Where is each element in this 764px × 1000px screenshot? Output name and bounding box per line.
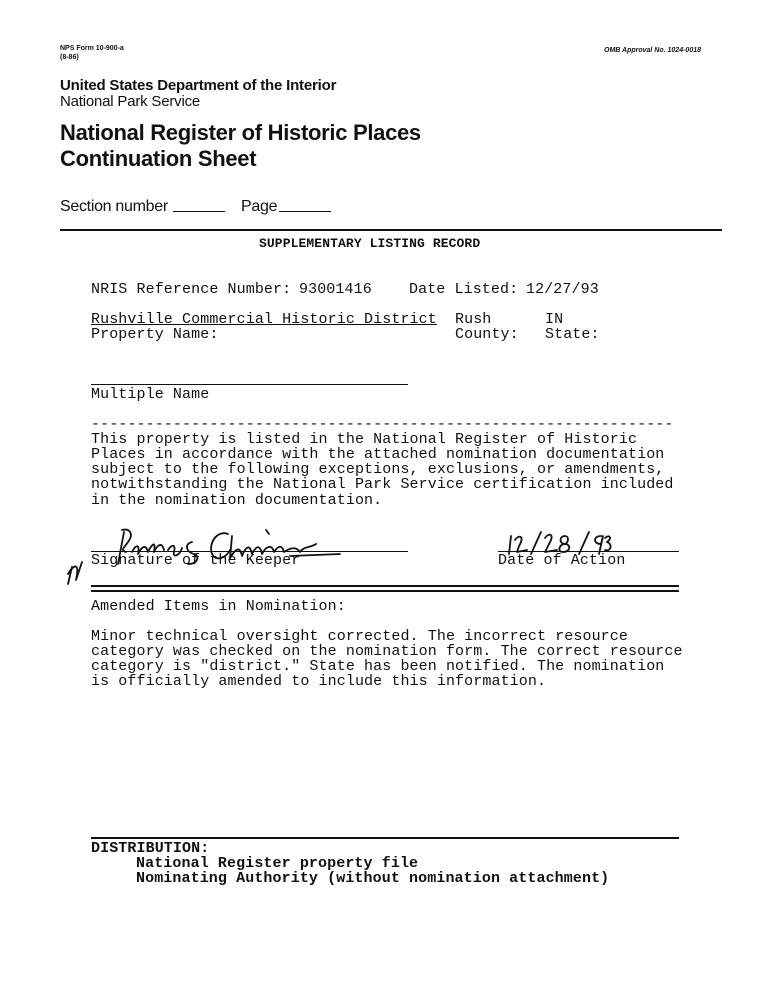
- certification-line: notwithstanding the National Park Service certification included: [91, 476, 674, 493]
- amended-line: category is "district." State has been notified. The nomination: [91, 658, 665, 675]
- omb-approval: OMB Approval No. 1024-0018: [604, 47, 701, 54]
- signature-label: Signature of the Keeper: [91, 552, 301, 569]
- property-name-value: Rushville Commercial Historic District: [91, 311, 437, 328]
- header-rule: [60, 229, 722, 231]
- state-label: State:: [545, 326, 600, 343]
- date-of-action-label: Date of Action: [498, 552, 626, 569]
- page-subtitle: Continuation Sheet: [60, 146, 257, 171]
- double-rule-top: [91, 585, 679, 587]
- dashed-divider: ----------------------------------------------------------------: [91, 416, 674, 433]
- page-number-blank: [279, 211, 331, 212]
- date-listed-label: Date Listed:: [409, 281, 519, 298]
- department-name: United States Department of the Interior: [60, 77, 337, 94]
- certification-line: Places in accordance with the attached nomination documentation: [91, 446, 665, 463]
- multiple-name-label: Multiple Name: [91, 386, 210, 403]
- double-rule-bottom: [91, 590, 679, 592]
- date-listed-value: 12/27/93: [526, 281, 599, 298]
- amended-line: is officially amended to include this information.: [91, 673, 547, 690]
- distribution-item: Nominating Authority (without nomination attachment): [136, 870, 610, 887]
- amended-line: category was checked on the nomination form. The correct resource: [91, 643, 683, 660]
- county-value: Rush: [455, 311, 492, 328]
- certification-line: This property is listed in the National Register of Historic: [91, 431, 638, 448]
- nris-value: 93001416: [299, 281, 372, 298]
- multiple-name-blank: [91, 384, 408, 385]
- page-title: National Register of Historic Places: [60, 120, 421, 145]
- nris-label: NRIS Reference Number:: [91, 281, 292, 298]
- distribution-item: National Register property file: [136, 855, 419, 872]
- certification-line: subject to the following exceptions, exclusions, or amendments,: [91, 461, 665, 478]
- county-label: County:: [455, 326, 519, 343]
- certification-line: in the nomination documentation.: [91, 492, 383, 509]
- section-number-blank: [173, 211, 225, 212]
- section-number-label: Section number: [60, 198, 168, 215]
- property-name-label: Property Name:: [91, 326, 219, 343]
- distribution-heading: DISTRIBUTION:: [91, 840, 210, 857]
- state-value: IN: [545, 311, 564, 328]
- form-number: NPS Form 10-900-a (8-86): [60, 45, 124, 61]
- amended-line: Minor technical oversight corrected. The incorrect resource: [91, 628, 628, 645]
- record-heading: SUPPLEMENTARY LISTING RECORD: [259, 236, 481, 251]
- amended-heading: Amended Items in Nomination:: [91, 598, 346, 615]
- distribution-rule: [91, 837, 679, 839]
- page-label: Page: [241, 198, 278, 215]
- agency-name: National Park Service: [60, 93, 201, 110]
